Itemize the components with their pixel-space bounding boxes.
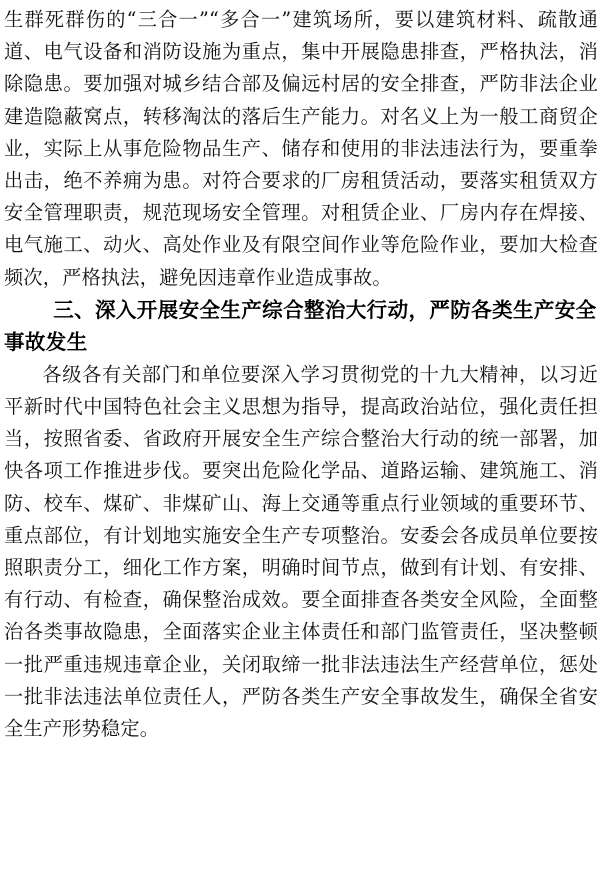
body-paragraph-continued: 生群死群伤的“三合一”“多合一”建筑场所，要以建筑材料、疏散通道、电气设备和消防设施为重点，集中开展隐患排查，严格执法，消除隐患。要加强对城乡结合部及偏远村居的安全排查，严防非法企业建造隐蔽窝点，转移淘汰的落后生产能力。对名义上为一般工商贸企业，实际上从事危险物品生产、储存和使用的非法违法行为，要重拳出击，绝不养痈为患。对符合要求的厂房租赁活动，要落实租赁双方安全管理职责，规范现场安全管理。对租赁企业、厂房内存在焊接、电气施工、动火、高处作业及有限空间作业等危险作业，要加大检查频次，严格执法，避免因违章作业造成事故。 <box>4 8 598 289</box>
body-paragraph: 各级各有关部门和单位要深入学习贯彻党的十九大精神，以习近平新时代中国特色社会主义思想为指导，提高政治站位，强化责任担当，按照省委、省政府开展安全生产综合整治大行动的统一部署，加快各项工作推进步伐。要突出危险化学品、道路运输、建筑施工、消防、校车、煤矿、非煤矿山、海上交通等重点行业领域的重要环节、重点部位，有计划地实施安全生产专项整治。安委会各成员单位要按照职责分工，细化工作方案，明确时间节点，做到有计划、有安排、有行动、有检查，确保整治成效。要全面排查各类安全风险，全面整治各类事故隐患，全面落实企业主体责任和部门监管责任，坚决整顿一批严重违规违章企业，关闭取缔一批非法违法生产经营单位，惩处一批非法违法单位责任人，严防各类生产安全事故发生，确保全省安全生产形势稳定。 <box>4 362 598 741</box>
section-heading: 三、深入开展安全生产综合整治大行动，严防各类生产安全事故发生 <box>4 297 597 355</box>
